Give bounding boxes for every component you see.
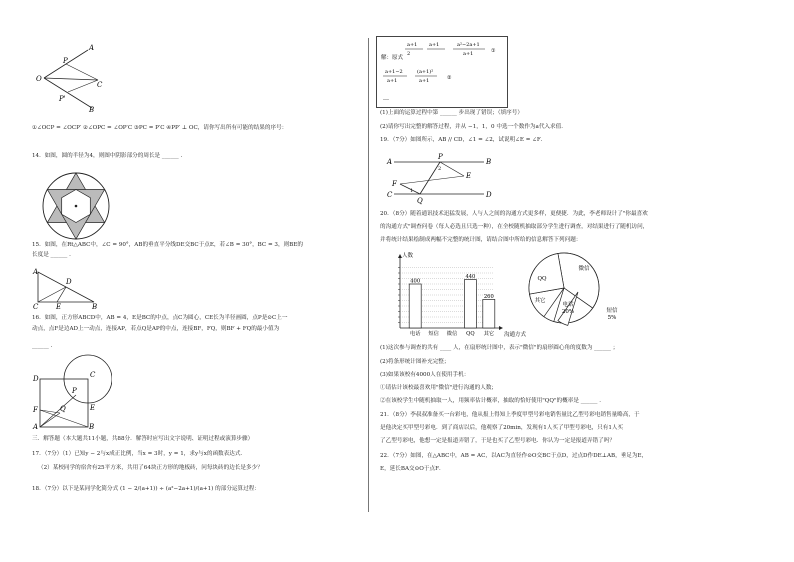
pie-label: 电话 <box>562 302 574 308</box>
angle-figure <box>32 40 152 112</box>
label-F: F <box>33 406 38 414</box>
question-21-line3: 了乙型号彩电，他想一定是报道弄错了，于是也买了乙型号彩电．你认为一定是报道弄错了吗？ <box>380 438 615 444</box>
question-16-line2: 动点，点F是边AD上一动点，连接AP，若点Q是AP的中点，连接BF，FQ，则BF + FQ的最小值为 <box>32 326 280 332</box>
question-21-line2: 是他决定买甲型号彩电．到了商店以后，他观察了20min，发现有1人买了甲型号彩电，只有1人买 <box>380 425 624 431</box>
x-tick-label: 微信 <box>446 331 458 337</box>
x-tick-label: 短信 <box>428 331 439 337</box>
bar <box>464 280 476 328</box>
y-axis-label: 人数 <box>402 253 414 259</box>
eq1-a: a+1 <box>407 42 418 48</box>
label-F: F <box>392 180 397 188</box>
question-22-line2: E，延长BA交⊙O于点F． <box>380 466 445 472</box>
question-22-line1: 22．（7分）如图，在△ABC中，AB = AC，以AC为直径作⊙O交BC于点D，过点D作DE⊥AB，垂足为E， <box>380 453 648 459</box>
label-D: D <box>66 278 72 286</box>
label-C: C <box>387 191 393 199</box>
data-label: 260 <box>483 293 494 300</box>
solution-jie: 解：原式 <box>381 55 404 61</box>
bar <box>409 284 421 328</box>
label-A: A <box>89 44 95 52</box>
question-16-line1: 16．如图，正方形ABCD中，AB = 4，E是BC的中点，点C为圆心，CE长为半径画圆，点P是⊙C上一 <box>32 315 288 321</box>
eq2-num2: (a+1)² <box>417 69 434 75</box>
square-circle-figure <box>32 350 112 430</box>
question-18-part1: (1)上面的运算过程中第 ______ 步出现了错误；（填序号） <box>380 110 523 116</box>
column-divider <box>368 38 369 512</box>
question-20-part3: (3)如果该校有4000人在使用手机： <box>380 372 470 378</box>
label-D: D <box>33 375 39 383</box>
question-20-part1: (1)这次参与调查的共有 ____ 人，在扇形统计图中，表示"微信"的扇形圆心角的度数为 ______ ； <box>380 345 619 351</box>
question-19: 19．（7分）如图所示，AB // CD，∠1 = ∠2，试说明∠E = ∠F． <box>380 137 547 143</box>
question-20-part3a: ①请估计该校最喜欢用"微信"进行沟通的人数； <box>380 385 498 391</box>
question-15-line1: 15．如图，在Rt△ABC中，∠C = 90°，AB的垂直平分线DE交BC于点E，若∠B = 30°，BC = 3，则BE的 <box>32 242 303 248</box>
label-B: B <box>486 158 492 166</box>
question-20-line1: 20．（8分）随着通讯技术迅猛发展，人与人之间的沟通方式更多样，更便捷．为此，李老师设计了"你最喜欢 <box>380 211 648 217</box>
data-label: 440 <box>465 274 476 281</box>
x-axis-label: 沟通方式 <box>504 332 527 338</box>
question-20-line3: 并将统计结果绘制成两幅不完整的统计图，请结合图中所给的信息解答下列问题： <box>380 237 582 243</box>
x-tick-label: 其它 <box>483 331 494 337</box>
question-20-part3b: ②在该校学生中随机抽取一人，用频率估计概率，抽取的恰好使用"QQ"的概率是 ______ ． <box>380 398 605 404</box>
label-E: E <box>466 172 472 180</box>
bar <box>483 299 495 328</box>
question-20-line2: 的沟通方式"调查问卷（每人必选且只选一种），在全校随机抽取部分学生进行调查，对结果进行了随机访问， <box>380 224 649 230</box>
label-P: P <box>63 57 68 65</box>
label-Q: Q <box>60 405 66 413</box>
label-D: D <box>486 191 492 199</box>
pie-label: 微信 <box>578 266 590 272</box>
x-tick-label: 电话 <box>410 331 421 337</box>
eq2-den: a+1 <box>387 78 398 84</box>
label-C: C <box>33 303 39 311</box>
solution-box <box>376 36 508 108</box>
bar-chart <box>376 248 531 342</box>
section-3-header: 三．解答题（本大题共11小题，共88分．解答时应写出文字说明、证明过程或演算步骤） <box>32 436 254 442</box>
question-16-line3: ______ . <box>32 343 53 349</box>
step-mark-1: ① <box>491 48 496 54</box>
label-P: P <box>72 387 77 395</box>
question-17-part2: （2）某校同学的宿舍有25平方米，共用了64块正方形的地板砖，问每块砖的边长是多少？ <box>38 465 263 471</box>
x-axis-arrow <box>499 326 503 330</box>
eq1-e: a+1 <box>463 51 474 57</box>
right-triangle-figure <box>32 266 102 312</box>
question-15-line2: 长度是 ______ . <box>32 252 71 258</box>
x-tick-label: QQ <box>466 331 475 337</box>
eq2-num: a+1−2 <box>385 69 403 75</box>
label-B: B <box>92 303 98 311</box>
eq2-den2: a+1 <box>419 78 430 84</box>
label-O: O <box>36 75 42 83</box>
label-E: E <box>90 404 96 412</box>
label-B: B <box>89 423 95 430</box>
angle-2: 2 <box>438 166 442 172</box>
question-20-part2: (2)将条形统计图补充完整； <box>380 359 450 365</box>
question-18: 18．（7分）以下是某同学化简分式 (1 − 2/(a+1)) ÷ (a²−2a+1)/(a+1) 的部分运算过程： <box>32 486 260 492</box>
angle-1: 1 <box>410 188 414 194</box>
pie-label: QQ <box>537 276 547 282</box>
question-21-line1: 21．（8分）李叔叔准备买一台彩电，他从报上得知上季度甲型号彩电销售量比乙型号彩电销售量略高，于 <box>380 412 640 418</box>
label-C: C <box>90 371 96 379</box>
data-label: 400 <box>410 278 421 285</box>
conditions-text: ①∠OCP = ∠OCP′ ②∠OPC = ∠OP′C ③PC = P′C ④PP′ ⊥ OC，请你写出所有可能的结果的序号： <box>32 125 288 131</box>
solution-ellipsis: … <box>383 95 389 102</box>
label-A: A <box>33 268 39 276</box>
label-P: P <box>438 153 443 161</box>
label-P-prime: P' <box>59 95 66 103</box>
label-Q: Q <box>417 197 423 205</box>
pie-label: 短信 <box>606 308 618 314</box>
label-C: C <box>97 81 103 89</box>
pie-chart <box>526 250 626 332</box>
question-18-part2: (2)请你写出完整的解答过程，并从 −1，1，0 中选一个数作为a代入求值． <box>380 124 567 130</box>
label-A: A <box>387 158 393 166</box>
eq1-d: a²−2a+1 <box>457 42 480 48</box>
solution-equations <box>377 37 507 107</box>
label-A: A <box>33 423 39 430</box>
question-14: 14．如图，圆的半径为4，则图中阴影部分的周长是 ______ . <box>32 153 183 159</box>
question-17-part1: 17．（7分）（1）已知y − 2与x成正比例，当x = 3时，y = 1，求y与x的函数表达式． <box>32 451 247 457</box>
label-E: E <box>56 303 62 311</box>
label-B: B <box>89 106 95 112</box>
pie-slice <box>529 254 564 295</box>
parallel-lines-figure <box>380 148 510 206</box>
hexagram-circle-figure <box>38 168 114 244</box>
pie-label: 20% <box>561 309 575 315</box>
step-mark-2: ② <box>447 75 452 81</box>
eq1-c: a+1 <box>429 42 440 48</box>
pie-label: 5% <box>607 315 617 321</box>
eq1-b: 2 <box>407 51 411 57</box>
pie-label: 其它 <box>534 298 546 304</box>
